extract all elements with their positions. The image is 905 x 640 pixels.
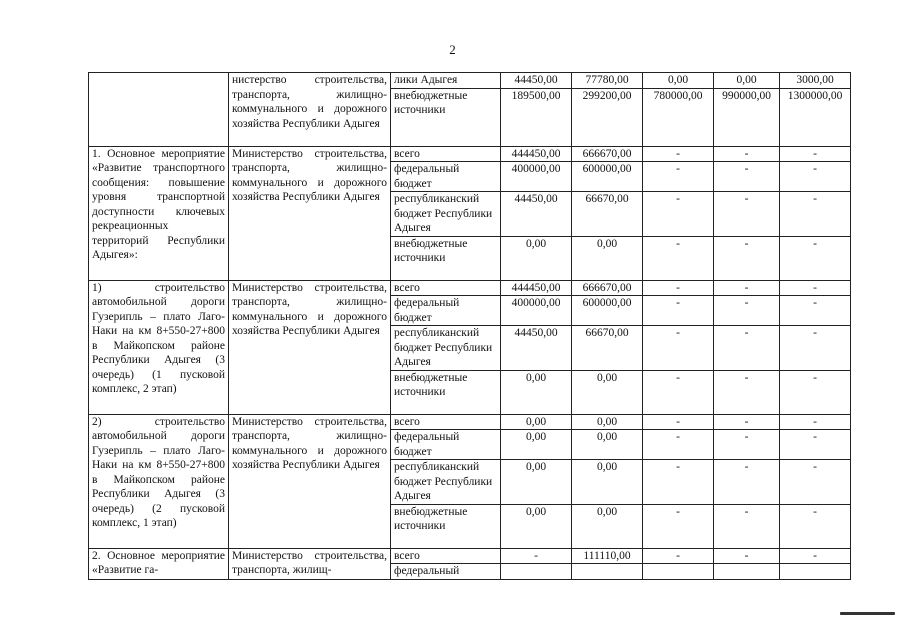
value-cell: 666670,00 — [572, 280, 643, 296]
value-cell: 444450,00 — [501, 280, 572, 296]
value-cell: - — [714, 504, 780, 548]
value-cell: - — [714, 414, 780, 430]
source-cell: федеральный бюджет — [391, 430, 501, 460]
value-cell: - — [643, 192, 714, 237]
source-cell: внебюджетные источники — [391, 370, 501, 414]
value-cell: - — [643, 236, 714, 280]
value-cell: - — [780, 430, 851, 460]
value-cell: - — [714, 430, 780, 460]
value-cell: - — [780, 192, 851, 237]
value-cell: - — [643, 296, 714, 326]
value-cell: - — [714, 280, 780, 296]
measure-description: 1. Основное мероприятие «Развитие транспортного сообщения: повышение уровня транспортной доступности ключевых рекреационных территорий Республики Адыгея»: — [89, 146, 229, 280]
page-number: 2 — [449, 42, 456, 57]
value-cell: - — [714, 192, 780, 237]
value-cell: 0,00 — [501, 430, 572, 460]
value-cell: - — [643, 504, 714, 548]
value-cell: 400000,00 — [501, 296, 572, 326]
source-cell: республиканский бюджет Республики Адыгея — [391, 460, 501, 505]
measure-description: 1) строительство автомобильной дороги Гузерипль – плато Лаго-Наки на км 8+550-27+800 в Майкопском районе Республики Адыгея (3 очередь) (1 пусковой комплекс, 2 этап) — [89, 280, 229, 414]
value-cell: 77780,00 — [572, 73, 643, 89]
value-cell: 990000,00 — [714, 88, 780, 146]
executor-cell: Министерство строительства, транспорта, жилищно-коммунального и дорожного хозяйства Республики Адыгея — [229, 414, 391, 548]
financing-table — [88, 72, 851, 580]
value-cell — [501, 564, 572, 580]
source-cell: федеральный бюджет — [391, 296, 501, 326]
value-cell: 189500,00 — [501, 88, 572, 146]
value-cell — [714, 564, 780, 580]
value-cell: - — [780, 460, 851, 505]
executor-cell: нистерство строительства, транспорта, жилищно-коммунального и дорожного хозяйства Республики Адыгея — [229, 73, 391, 147]
margin-mark — [840, 612, 895, 615]
value-cell: 0,00 — [643, 73, 714, 89]
value-cell: - — [643, 430, 714, 460]
value-cell: 44450,00 — [501, 73, 572, 89]
value-cell: 0,00 — [572, 370, 643, 414]
value-cell: 1300000,00 — [780, 88, 851, 146]
value-cell: - — [780, 296, 851, 326]
value-cell: 780000,00 — [643, 88, 714, 146]
value-cell: 0,00 — [501, 370, 572, 414]
value-cell: - — [780, 504, 851, 548]
value-cell: - — [501, 548, 572, 564]
value-cell: - — [780, 548, 851, 564]
value-cell: 299200,00 — [572, 88, 643, 146]
table-row — [89, 146, 851, 162]
value-cell: 0,00 — [572, 236, 643, 280]
value-cell: - — [643, 162, 714, 192]
value-cell: - — [643, 548, 714, 564]
value-cell: - — [780, 326, 851, 371]
value-cell: - — [643, 326, 714, 371]
value-cell: - — [714, 296, 780, 326]
table-row — [89, 414, 851, 430]
value-cell — [572, 564, 643, 580]
value-cell: 444450,00 — [501, 146, 572, 162]
executor-cell: Министерство строительства, транспорта, жилищ- — [229, 548, 391, 579]
value-cell: - — [780, 370, 851, 414]
value-cell: - — [714, 370, 780, 414]
value-cell: - — [780, 146, 851, 162]
value-cell: - — [714, 162, 780, 192]
value-cell: - — [643, 280, 714, 296]
value-cell: 0,00 — [714, 73, 780, 89]
value-cell — [780, 564, 851, 580]
value-cell: 66670,00 — [572, 326, 643, 371]
executor-cell: Министерство строительства, транспорта, жилищно-коммунального и дорожного хозяйства Республики Адыгея — [229, 280, 391, 414]
source-cell: внебюджетные источники — [391, 88, 501, 146]
source-cell: республиканский бюджет Республики Адыгея — [391, 326, 501, 371]
source-cell: республиканский бюджет Республики Адыгея — [391, 192, 501, 237]
source-cell: всего — [391, 548, 501, 564]
value-cell: 44450,00 — [501, 192, 572, 237]
value-cell: - — [643, 460, 714, 505]
table-row — [89, 548, 851, 564]
source-cell: всего — [391, 146, 501, 162]
value-cell: - — [643, 146, 714, 162]
source-cell: внебюджетные источники — [391, 504, 501, 548]
value-cell: - — [714, 236, 780, 280]
value-cell: 400000,00 — [501, 162, 572, 192]
value-cell — [643, 564, 714, 580]
source-cell: федеральный — [391, 564, 501, 580]
value-cell: - — [714, 460, 780, 505]
value-cell: 0,00 — [501, 460, 572, 505]
value-cell: - — [780, 236, 851, 280]
table-row — [89, 73, 851, 89]
source-cell: всего — [391, 280, 501, 296]
value-cell: - — [714, 326, 780, 371]
value-cell: 44450,00 — [501, 326, 572, 371]
value-cell: 0,00 — [572, 430, 643, 460]
value-cell: 600000,00 — [572, 296, 643, 326]
value-cell: 0,00 — [501, 236, 572, 280]
value-cell: 111110,00 — [572, 548, 643, 564]
value-cell: - — [714, 146, 780, 162]
measure-description: 2. Основное мероприятие «Развитие га- — [89, 548, 229, 579]
value-cell: 66670,00 — [572, 192, 643, 237]
executor-cell: Министерство строительства, транспорта, жилищно-коммунального и дорожного хозяйства Республики Адыгея — [229, 146, 391, 280]
value-cell: - — [643, 414, 714, 430]
value-cell: - — [780, 414, 851, 430]
source-cell: лики Адыгея — [391, 73, 501, 89]
value-cell: - — [780, 280, 851, 296]
value-cell: 0,00 — [572, 460, 643, 505]
value-cell: - — [643, 370, 714, 414]
source-cell: внебюджетные источники — [391, 236, 501, 280]
value-cell: 600000,00 — [572, 162, 643, 192]
table-row — [89, 280, 851, 296]
measure-description: 2) строительство автомобильной дороги Гузерипль – плато Лаго-Наки на км 8+550-27+800 в Майкопском районе Республики Адыгея (3 очередь) (2 пусковой комплекс, 1 этап) — [89, 414, 229, 548]
value-cell: 0,00 — [572, 504, 643, 548]
value-cell: 0,00 — [501, 414, 572, 430]
description-cell — [89, 73, 229, 147]
value-cell: - — [714, 548, 780, 564]
value-cell: 666670,00 — [572, 146, 643, 162]
value-cell: 3000,00 — [780, 73, 851, 89]
value-cell: 0,00 — [572, 414, 643, 430]
source-cell: федеральный бюджет — [391, 162, 501, 192]
source-cell: всего — [391, 414, 501, 430]
value-cell: 0,00 — [501, 504, 572, 548]
value-cell: - — [780, 162, 851, 192]
